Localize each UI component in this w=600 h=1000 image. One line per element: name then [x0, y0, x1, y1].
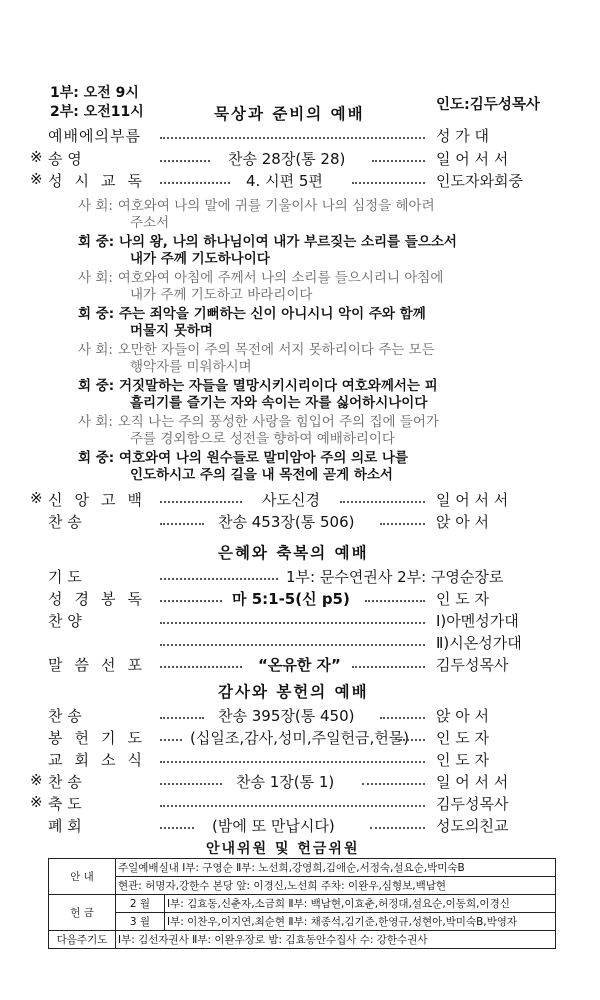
- reading-line: 사 회: 여호와여 아침에 주께서 나의 소리를 들으시리니 아침에: [78, 270, 444, 286]
- next-prayer-label: 다음주기도: [49, 931, 116, 949]
- responsive-reading: [0, 194, 600, 484]
- reading-line: 사 회: 오직 나는 주의 풍성한 사랑을 힘입어 주의 집에 들어가: [78, 414, 439, 430]
- order-responsible: Ⅱ)시온성가대: [436, 634, 522, 652]
- section-title-prep: 묵상과 준비의 예배: [214, 105, 365, 123]
- order-detail: 사도신경: [262, 491, 320, 509]
- reading-line-cont: 흘리기를 즐기는 자와 속이는 자를 싫어하시나이다: [130, 395, 428, 411]
- stand-mark: ※: [30, 771, 43, 789]
- order-label: 찬 송: [48, 773, 82, 791]
- order-label: 성경봉독: [48, 590, 154, 608]
- worship-leader: 인도:김두성목사: [436, 97, 540, 113]
- order-detail: (밤에 또 만납시다): [212, 817, 335, 835]
- reading-line: 사 회: 오만한 자들이 주의 목전에 서지 못하리이다 주는 모든: [78, 342, 435, 358]
- order-label: 말씀선포: [48, 656, 154, 674]
- order-label: 교회소식: [48, 751, 154, 769]
- order-label: 찬 송: [48, 707, 82, 725]
- order-row-scripture: [0, 588, 600, 610]
- order-responsible: 성 가 대: [436, 127, 490, 145]
- reading-line: 회 중: 나의 왕, 나의 하나님이여 내가 부르짖는 소리를 들으소서: [78, 234, 457, 250]
- order-label: 성시교독: [48, 172, 154, 190]
- order-row-hymn: [0, 511, 600, 533]
- order-label: 찬 송: [48, 513, 82, 531]
- guide-row-2: 현관: 허명자,강한수 본당 앞: 이경신,노선희 주차: 이완우,심형보,백남현: [116, 877, 556, 895]
- sermon-title: “온유한 자”: [258, 656, 341, 674]
- order-row-prayer: [0, 566, 600, 588]
- reading-line: 회 중: 주는 죄악을 기뻐하는 신이 아니시니 악이 주와 함께: [78, 306, 426, 322]
- guide-label: 안 내: [49, 859, 116, 895]
- order-detail: 찬송 28장(통 28): [228, 150, 346, 168]
- order-responsible: 김두성목사: [436, 795, 509, 813]
- order-detail: 1부: 문수연권사 2부: 구영순장로: [286, 568, 504, 586]
- reading-line-cont: 내가 주께 기도하고 바라리이다: [130, 287, 313, 303]
- order-responsible: Ⅰ)아멘성가대: [436, 612, 519, 630]
- table-row: [49, 895, 556, 913]
- order-label: 봉헌기도: [48, 729, 154, 747]
- order-label: 찬 양: [48, 612, 82, 630]
- order-row-offering-prayer: [0, 727, 600, 749]
- order-label: 신앙고백: [48, 491, 154, 509]
- table-row: [49, 913, 556, 931]
- table-row: [49, 931, 556, 949]
- order-responsible: 성도의친교: [436, 817, 509, 835]
- order-responsible: 일 어 서 서: [436, 773, 509, 791]
- order-detail: 마 5:1-5(신 p5): [232, 590, 350, 608]
- section-title-grace: 은혜와 축복의 예배: [218, 544, 369, 562]
- order-detail: (십일조,감사,성미,주일헌금,헌물): [190, 729, 410, 747]
- order-responsible: 인도자와회중: [436, 172, 523, 190]
- order-label: 축 도: [48, 795, 82, 813]
- guide-row-1: 주일예배실내 Ⅰ부: 구영순 Ⅱ부: 노선희,강영희,김애순,서정숙,설요순,박미숙B: [116, 859, 556, 877]
- order-detail: 찬송 453장(통 506): [218, 513, 355, 531]
- table-row: [49, 859, 556, 877]
- reading-line-cont: 행악자를 미워하시며: [130, 359, 252, 375]
- order-row-news: [0, 749, 600, 771]
- order-row-sermon: [0, 654, 600, 676]
- offering-mar: Ⅰ부: 이찬우,이지연,최순현 Ⅱ부: 채종석,김기준,한영규,성현아,박미숙B,박영자: [165, 913, 556, 931]
- offering-feb: Ⅰ부: 김효동,신춘자,소금희 Ⅱ부: 백남현,이효춘,허정대,설요순,이동희,이경신: [165, 895, 556, 913]
- info-table: [48, 858, 556, 949]
- order-responsible: 일 어 서 서: [436, 491, 509, 509]
- offering-label: 헌 금: [49, 895, 116, 931]
- order-row-hymn2: [0, 705, 600, 727]
- order-responsible: 앉 아 서: [436, 707, 490, 725]
- section-title-thanks: 감사와 봉헌의 예배: [218, 683, 369, 701]
- stand-mark: ※: [30, 793, 43, 811]
- stand-mark: ※: [30, 489, 43, 507]
- reading-line: 회 중: 거짓말하는 자들을 멸망시키시리이다 여호와께서는 피: [78, 378, 438, 394]
- month-label: 3 월: [116, 913, 165, 931]
- info-title: 안내위원 및 헌금위원: [206, 841, 360, 857]
- order-label: 폐 회: [48, 817, 82, 835]
- order-responsible: 김두성목사: [436, 656, 509, 674]
- order-label: 송 영: [48, 150, 82, 168]
- order-label: 예배에의부름: [48, 127, 141, 145]
- reading-line-cont: 내가 주께 기도하나이다: [130, 251, 270, 267]
- reading-line: 사 회: 여호와여 나의 말에 귀를 기울이사 나의 심정을 헤아려: [78, 198, 435, 214]
- order-detail: 찬송 395장(통 450): [218, 707, 355, 725]
- order-row-benediction: [0, 793, 600, 815]
- order-row-anthem: [0, 610, 600, 632]
- next-prayer: Ⅰ부: 김선자권사 Ⅱ부: 이완우장로 밤: 김효동안수집사 수: 강한수권사: [116, 931, 556, 949]
- order-row-creed: [0, 489, 600, 511]
- reading-line-cont: 주소서: [130, 215, 170, 231]
- order-detail: 4. 시편 5편: [246, 172, 323, 190]
- order-responsible: 앉 아 서: [436, 513, 490, 531]
- order-row-reading: [0, 170, 600, 192]
- order-detail: 찬송 1장(통 1): [236, 773, 335, 791]
- month-label: 2 월: [116, 895, 165, 913]
- stand-mark: ※: [30, 148, 43, 166]
- order-responsible: 인 도 자: [436, 729, 490, 747]
- stand-mark: ※: [30, 170, 43, 188]
- reading-line-cont: 인도하시고 주의 길을 내 목전에 곧게 하소서: [130, 467, 393, 483]
- service-time-2: 2부: 오전11시: [50, 104, 144, 120]
- order-row-anthem-2: [0, 632, 600, 654]
- order-responsible: 인 도 자: [436, 751, 490, 769]
- order-label: 기 도: [48, 568, 82, 586]
- order-row-closing: [0, 815, 600, 837]
- service-time-1: 1부: 오전 9시: [50, 85, 139, 101]
- order-row-doxology: [0, 148, 600, 170]
- reading-line-cont: 주를 경외함으로 성전을 향하여 예배하리이다: [130, 431, 395, 447]
- reading-line-cont: 머물지 못하며: [130, 323, 213, 339]
- order-row-call: [0, 125, 600, 147]
- reading-line: 회 중: 여호와여 나의 원수들로 말미암아 주의 의로 나를: [78, 450, 408, 466]
- table-row: [49, 877, 556, 895]
- order-row-hymn3: [0, 771, 600, 793]
- order-responsible: 인 도 자: [436, 590, 490, 608]
- order-responsible: 일 어 서 서: [436, 150, 509, 168]
